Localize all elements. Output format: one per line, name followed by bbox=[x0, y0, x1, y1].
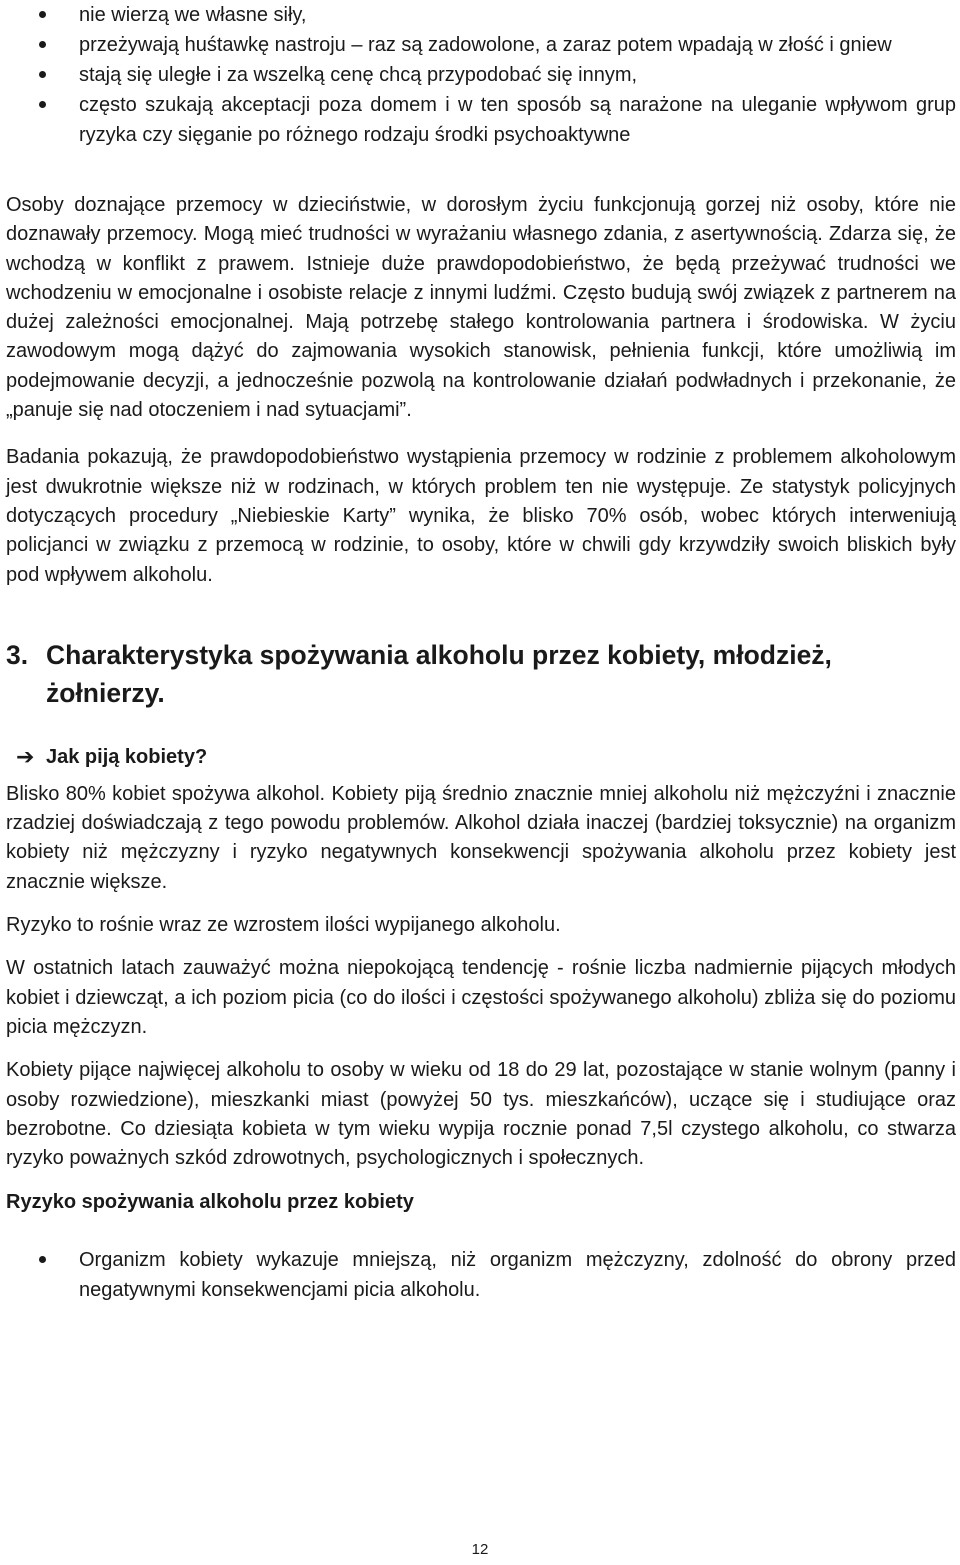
risk-heading: Ryzyko spożywania alkoholu przez kobiety bbox=[6, 1191, 414, 1214]
paragraph-research: Badania pokazują, że prawdopodobieństwo wystąpienia przemocy w rodzinie z problemem alkoholowym jest dwukrotnie większe niż w rodzinach, w których problem ten nie występuje. Ze statystyk policyjnych dotyczących procedury „Niebieskie Karty” wynika, że blisko 70% osób, wobec których interweniują policjanci w związku z przemocą w rodzinie, to osoby, które w chwili gdy krzywdziły swoich bliskich były pod wpływem alkoholu. bbox=[6, 446, 956, 586]
subheading-women bbox=[6, 742, 956, 772]
paragraph-women-2: Ryzyko to rośnie wraz ze wzrostem ilości wypijanego alkoholu. bbox=[6, 914, 561, 937]
list-item-text: nie wierzą we własne siły, bbox=[79, 4, 307, 26]
list-item bbox=[6, 1245, 956, 1305]
list-item-text: przeżywają huśtawkę nastroju – raz są zadowolone, a zaraz potem wpadają w złość i gniew bbox=[79, 34, 892, 56]
bullet-icon bbox=[39, 71, 46, 78]
paragraph-women-4: Kobiety pijące najwięcej alkoholu to osoby w wieku od 18 do 29 lat, pozostające w stanie wolnym (panny i osoby rozwiedzione), mieszkanki miast (powyżej 50 tys. mieszkańców), uczące się i studiujące oraz bezrobotne. Co dziesiąta kobieta w tym wieku wypija rocznie ponad 7,5l czystego alkoholu, co stwarza ryzyko poważnych szkód zdrowotnych, psychologicznych i społecznych. bbox=[6, 1059, 956, 1170]
bullet-icon bbox=[39, 101, 46, 108]
paragraph-women-3: W ostatnich latach zauważyć można niepokojącą tendencję - rośnie liczba nadmiernie pijących młodych kobiet i dziewcząt, a ich poziom picia (co do ilości i częstości spożywanego alkoholu) zbliża się do poziomu picia mężczyzn. bbox=[6, 957, 956, 1038]
list-item-text: często szukają akceptacji poza domem i w ten sposób są narażone na uleganie wpływom grup ryzyka czy sięganie po różnego rodzaju środki psychoaktywne bbox=[79, 94, 956, 146]
page-number: 12 bbox=[471, 1541, 489, 1558]
list-item bbox=[6, 30, 956, 60]
section-number: 3. bbox=[6, 639, 29, 670]
section-heading bbox=[6, 636, 956, 712]
list-item bbox=[6, 60, 956, 90]
paragraph-women-1: Blisko 80% kobiet spożywa alkohol. Kobiety piją średnio znacznie mniej alkoholu niż mężczyźni i znacznie rzadziej doświadczają z tego powodu problemów. Alkohol działa inaczej (bardziej toksycznie) na organizm kobiety niż mężczyzny i ryzyko negatywnych konsekwencji spożywania alkoholu przez kobiety jest znacznie większe. bbox=[6, 782, 956, 893]
list-item bbox=[6, 0, 956, 30]
section-title: Charakterystyka spożywania alkoholu przez kobiety, młodzież, żołnierzy. bbox=[46, 639, 832, 708]
risk-bullet-list bbox=[6, 1245, 956, 1305]
top-bullet-list bbox=[6, 0, 956, 150]
subheading-text: Jak piją kobiety? bbox=[46, 745, 208, 768]
bullet-icon bbox=[39, 41, 46, 48]
document-page bbox=[6, 0, 956, 1305]
arrow-right-icon: ➔ bbox=[16, 743, 35, 769]
list-item bbox=[6, 90, 956, 150]
list-item-text: Organizm kobiety wykazuje mniejszą, niż organizm mężczyzny, zdolność do obrony przed negatywnymi konsekwencjami picia alkoholu. bbox=[79, 1249, 956, 1302]
list-item-text: stają się uległe i za wszelką cenę chcą przypodobać się innym, bbox=[79, 64, 638, 86]
bullet-icon bbox=[39, 11, 46, 18]
bullet-icon bbox=[39, 1256, 46, 1263]
paragraph-violence-effects: Osoby doznające przemocy w dzieciństwie, w dorosłym życiu funkcjonują gorzej niż osoby, które nie doznawały przemocy. Mogą mieć trudności w wyrażaniu własnego zdania, z asertywnością. Zdarza się, że wchodzą w konflikt z prawem. Istnieje duże prawdopodobieństwo, że będą przeżywać trudności we wchodzeniu w emocjonalne i osobiste relacje z innymi ludźmi. Często budują swój związek z partnerem na dużej zależności emocjonalnej. Mają potrzebę stałego kontrolowania partnera i środowiska. W życiu zawodowym mogą dążyć do zajmowania wysokich stanowisk, pełnienia funkcji, które umożliwią im podejmowanie decyzji, a jednocześnie pozwolą na kontrolowanie działań podwładnych i przekonanie, że „panuje się nad otoczeniem i nad sytuacjami”. bbox=[6, 194, 956, 422]
